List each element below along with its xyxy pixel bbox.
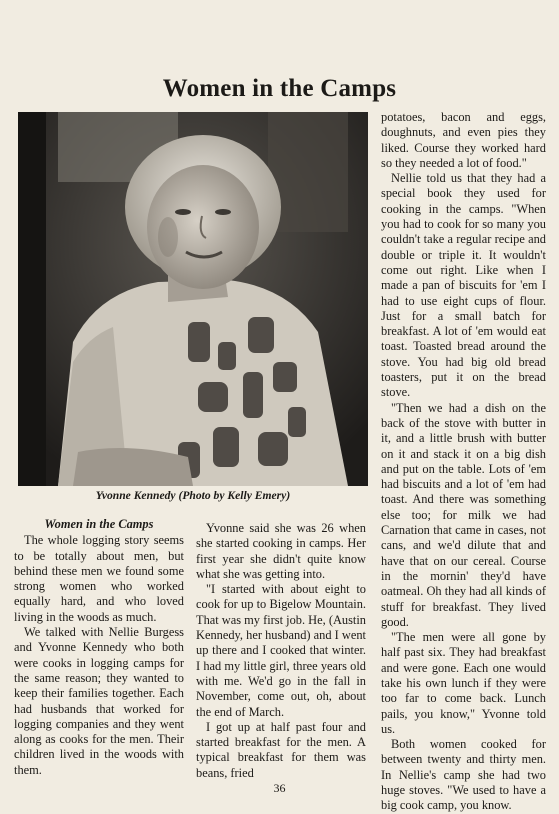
portrait-photo [18, 112, 368, 486]
photo-caption: Yvonne Kennedy (Photo by Kelly Emery) [95, 489, 291, 502]
page-number: 36 [273, 781, 286, 795]
paragraph: We talked with Nellie Burgess and Yvonne Kennedy who both were cooks in logging camps for the same reason; they wanted to keep their families together. Each had husbands that worked for logging companies and they went along as cooks for the men. Their children lived in the woods with them. [14, 625, 184, 777]
paragraph: Both women cooked for between twenty and thirty men. In Nellie's camp she had two huge stoves. "We used to have a big cook camp, you know. [381, 737, 546, 813]
paragraph: "The men were all gone by half past six. They had breakfast and were gone. Each one would take his own lunch if they were too far to come back. Lunch pails, you know," Yvonne told us. [381, 630, 546, 736]
paragraph: potatoes, bacon and eggs, doughnuts, and even pies they liked. Course they worked hard so they needed a lot of food." [381, 110, 546, 170]
text-column-3 [381, 110, 546, 814]
page-title: Women in the Camps [162, 74, 397, 102]
paragraph: "I started with about eight to cook for up to Bigelow Mountain. That was my first job. He, (Austin Kennedy, her husband) and I went up there and I cooked that winter. I had my little girl, three years old with me. We'd go in the fall in November, come out, oh, about the end of March. [196, 582, 367, 719]
paragraph: Yvonne said she was 26 when she started cooking in camps. Her first year she didn't quite know what she was getting into. [196, 521, 366, 581]
section-heading: Women in the Camps [44, 517, 154, 531]
portrait-image [18, 112, 368, 486]
text-column-2 [196, 521, 366, 781]
paragraph: Nellie told us that they had a special book they used for cooking in the camps. "When you had to cook for so many you couldn't take a regular recipe and double or triple it. It wouldn't come out right. Like when I made a pan of biscuits for 'em I had to use eight cups of flour. Just for a small batch for breakfast. A lot of 'em would eat toast. Toasted bread around the stove. You had big old bread toasters, put it on the bread stove. [381, 171, 546, 400]
paragraph: "Then we had a dish on the back of the stove with butter in it, and a little brush with butter on it and stack it on a big dish and put on the table. Lots of 'em had biscuits and a lot of 'em had toast. And there was something else too; for milk we had Carnation that came in cases, not cans, and we'd dilute that and have that on our cereal. Course in the mornin' they'd have oatmeal. Oh they had all kinds of stuff for breakfast. They lived good. [381, 400, 546, 629]
text-column-1 [14, 517, 184, 778]
paragraph: I got up at half past four and started breakfast for the men. A typical breakfast for them was beans, fried [196, 719, 366, 780]
paragraph: The whole logging story seems to be totally about men, but behind these men we found some strong women who worked equally hard, and who loved living in the woods as much. [14, 533, 184, 624]
